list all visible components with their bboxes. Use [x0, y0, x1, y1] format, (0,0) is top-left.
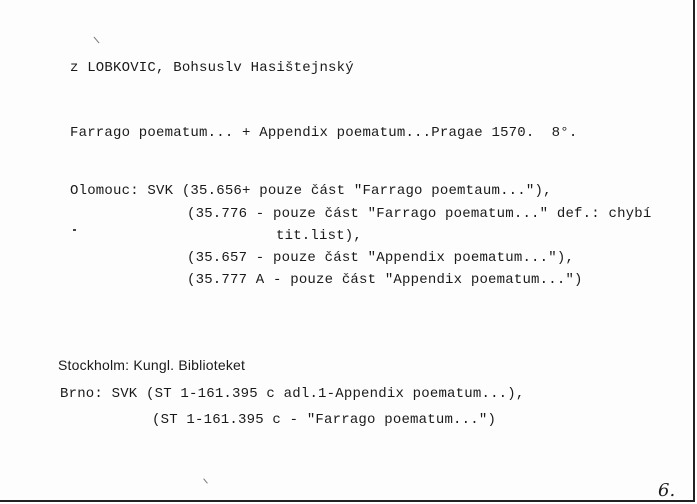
ink-dot — [73, 229, 76, 231]
stockholm-holding: Stockholm: Kungl. Biblioteket — [58, 357, 246, 373]
brno-holding-1: Brno: SVK (ST 1-161.395 c adl.1-Appendix poematum...), — [60, 386, 525, 402]
olomouc-holding-4: (35.777 A - pouze část "Appendix poematum...") — [187, 272, 583, 288]
olomouc-holding-1: Olomouc: SVK (35.656+ pouze část "Farrago poemtaum..."), — [70, 183, 552, 199]
title-line: Farrago poematum... + Appendix poematum...Pragae 1570. 8°. — [70, 125, 578, 141]
olomouc-holding-2-cont: tit.list), — [276, 228, 363, 244]
pencil-mark — [94, 37, 100, 44]
page-number: 6. — [658, 480, 676, 501]
pencil-mark — [203, 478, 208, 483]
author-heading: z LOBKOVIC, Bohsuslv Hasištejnský — [70, 60, 354, 76]
brno-holding-2: (ST 1-161.395 c - "Farrago poematum...") — [152, 412, 497, 428]
olomouc-holding-2: (35.776 - pouze část "Farrago poematum..." def.: chybí — [187, 206, 652, 222]
olomouc-holding-3: (35.657 - pouze část "Appendix poematum..."), — [187, 250, 575, 266]
